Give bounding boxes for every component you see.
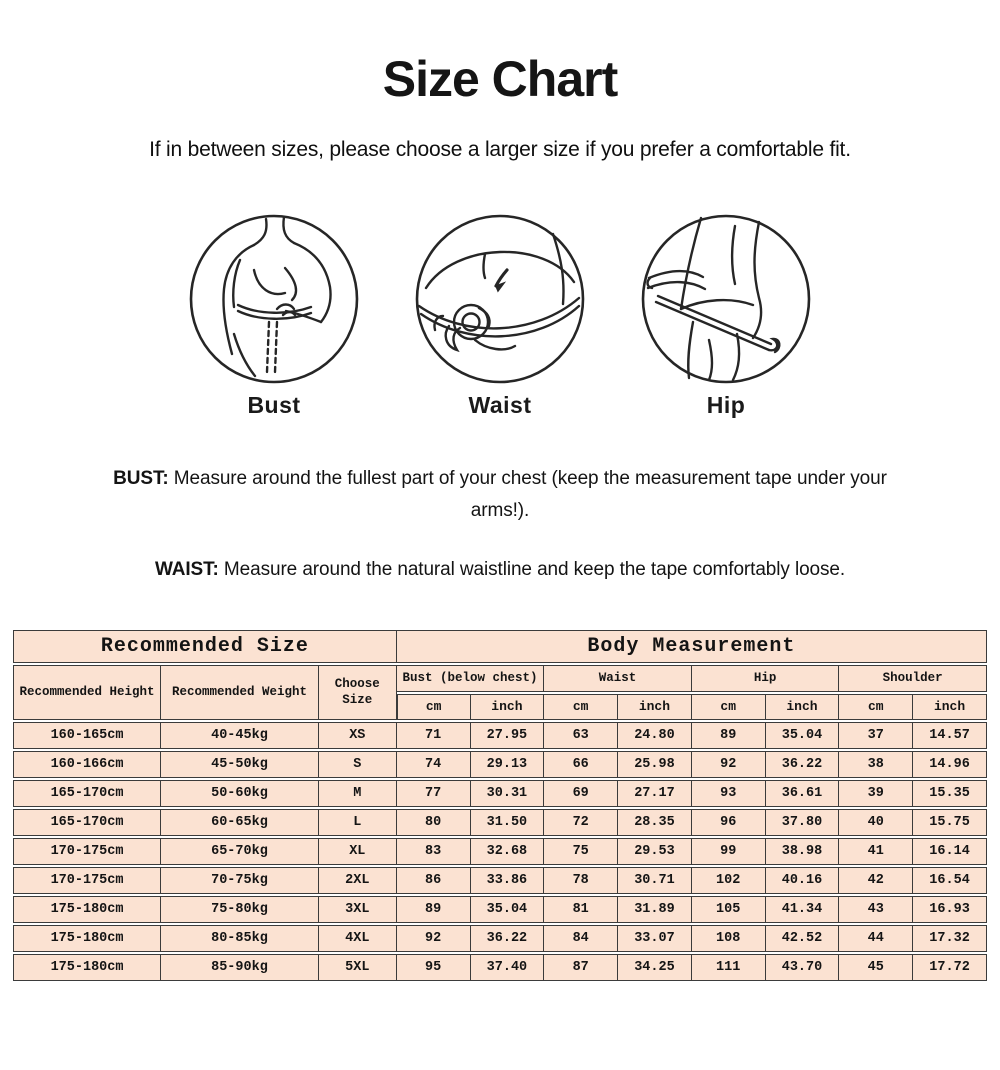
weight-cell: 60-65kg bbox=[161, 809, 319, 836]
bust-inch-cell: 30.31 bbox=[471, 780, 545, 807]
hip-cm-cell: 105 bbox=[692, 896, 766, 923]
bust-inch-cell: 31.50 bbox=[471, 809, 545, 836]
hip-inch-cell: 35.04 bbox=[766, 722, 840, 749]
hip-diagram-label: Hip bbox=[706, 392, 746, 418]
bust-cm-cell: 71 bbox=[397, 722, 471, 749]
size-cell: 3XL bbox=[319, 896, 397, 923]
size-table-body bbox=[13, 722, 987, 981]
height-cell: 175-180cm bbox=[13, 896, 161, 923]
bust-inch-cell: 36.22 bbox=[471, 925, 545, 952]
waist-cm-cell: 63 bbox=[544, 722, 618, 749]
waist-measure-icon bbox=[413, 212, 587, 386]
shoulder-cm-cell: 43 bbox=[839, 896, 913, 923]
size-cell: 4XL bbox=[319, 925, 397, 952]
waist-inch-cell: 34.25 bbox=[618, 954, 692, 981]
unit-header-cm: cm bbox=[397, 694, 471, 720]
waist-cm-cell: 84 bbox=[544, 925, 618, 952]
height-cell: 165-170cm bbox=[13, 809, 161, 836]
height-cell: 160-165cm bbox=[13, 722, 161, 749]
size-cell: 2XL bbox=[319, 867, 397, 894]
height-cell: 170-175cm bbox=[13, 838, 161, 865]
page-title: Size Chart bbox=[382, 51, 618, 107]
hip-inch-cell: 36.61 bbox=[766, 780, 840, 807]
shoulder-cm-cell: 37 bbox=[839, 722, 913, 749]
size-table-container bbox=[13, 628, 987, 983]
bust-instruction-text: Measure around the fullest part of your chest (keep the measurement tape under your arms!). bbox=[173, 468, 887, 522]
size-chart-page bbox=[0, 50, 1000, 1070]
table-row bbox=[13, 838, 987, 865]
height-cell: 165-170cm bbox=[13, 780, 161, 807]
shoulder-cm-cell: 38 bbox=[839, 751, 913, 778]
height-cell: 175-180cm bbox=[13, 925, 161, 952]
col-header-choose-size: Choose Size bbox=[319, 665, 397, 720]
unit-header-cm: cm bbox=[544, 694, 618, 720]
unit-header-inch: inch bbox=[913, 694, 987, 720]
hip-cm-cell: 93 bbox=[692, 780, 766, 807]
hip-cm-cell: 111 bbox=[692, 954, 766, 981]
page-subtitle: If in between sizes, please choose a larger size if you prefer a comfortable fit. bbox=[149, 138, 851, 161]
bust-inch-cell: 27.95 bbox=[471, 722, 545, 749]
shoulder-inch-cell: 17.32 bbox=[913, 925, 987, 952]
weight-cell: 85-90kg bbox=[161, 954, 319, 981]
hip-cm-cell: 108 bbox=[692, 925, 766, 952]
shoulder-cm-cell: 45 bbox=[839, 954, 913, 981]
hip-inch-cell: 38.98 bbox=[766, 838, 840, 865]
waist-cm-cell: 72 bbox=[544, 809, 618, 836]
unit-header-inch: inch bbox=[471, 694, 545, 720]
shoulder-inch-cell: 16.14 bbox=[913, 838, 987, 865]
shoulder-inch-cell: 15.75 bbox=[913, 809, 987, 836]
table-row bbox=[13, 780, 987, 807]
bust-cm-cell: 86 bbox=[397, 867, 471, 894]
table-row bbox=[13, 867, 987, 894]
col-header-bust: Bust (below chest) bbox=[397, 665, 545, 692]
weight-cell: 70-75kg bbox=[161, 867, 319, 894]
bust-cm-cell: 77 bbox=[397, 780, 471, 807]
hip-cm-cell: 96 bbox=[692, 809, 766, 836]
size-cell: M bbox=[319, 780, 397, 807]
waist-diagram bbox=[410, 212, 590, 419]
hip-inch-cell: 40.16 bbox=[766, 867, 840, 894]
bust-cm-cell: 80 bbox=[397, 809, 471, 836]
waist-inch-cell: 27.17 bbox=[618, 780, 692, 807]
bust-cm-cell: 74 bbox=[397, 751, 471, 778]
col-header-hip: Hip bbox=[692, 665, 840, 692]
hip-measure-icon bbox=[639, 212, 813, 386]
waist-cm-cell: 66 bbox=[544, 751, 618, 778]
shoulder-inch-cell: 15.35 bbox=[913, 780, 987, 807]
bust-instruction bbox=[95, 463, 905, 528]
waist-cm-cell: 69 bbox=[544, 780, 618, 807]
shoulder-inch-cell: 17.72 bbox=[913, 954, 987, 981]
bust-cm-cell: 92 bbox=[397, 925, 471, 952]
bust-cm-cell: 95 bbox=[397, 954, 471, 981]
waist-inch-cell: 31.89 bbox=[618, 896, 692, 923]
shoulder-cm-cell: 41 bbox=[839, 838, 913, 865]
hip-inch-cell: 36.22 bbox=[766, 751, 840, 778]
recommended-size-group-header: Recommended Size bbox=[13, 630, 397, 663]
hip-inch-cell: 43.70 bbox=[766, 954, 840, 981]
waist-instruction-label: WAIST: bbox=[154, 558, 219, 580]
bust-inch-cell: 29.13 bbox=[471, 751, 545, 778]
unit-header-cm: cm bbox=[839, 694, 913, 720]
shoulder-cm-cell: 39 bbox=[839, 780, 913, 807]
bust-inch-cell: 32.68 bbox=[471, 838, 545, 865]
height-cell: 175-180cm bbox=[13, 954, 161, 981]
weight-cell: 65-70kg bbox=[161, 838, 319, 865]
hip-cm-cell: 89 bbox=[692, 722, 766, 749]
hip-inch-cell: 37.80 bbox=[766, 809, 840, 836]
shoulder-cm-cell: 42 bbox=[839, 867, 913, 894]
weight-cell: 75-80kg bbox=[161, 896, 319, 923]
weight-cell: 40-45kg bbox=[161, 722, 319, 749]
waist-cm-cell: 75 bbox=[544, 838, 618, 865]
waist-cm-cell: 87 bbox=[544, 954, 618, 981]
bust-cm-cell: 89 bbox=[397, 896, 471, 923]
waist-diagram-label: Waist bbox=[468, 392, 532, 418]
hip-cm-cell: 99 bbox=[692, 838, 766, 865]
waist-inch-cell: 29.53 bbox=[618, 838, 692, 865]
table-row bbox=[13, 896, 987, 923]
size-cell: S bbox=[319, 751, 397, 778]
col-header-waist: Waist bbox=[544, 665, 692, 692]
bust-inch-cell: 33.86 bbox=[471, 867, 545, 894]
waist-cm-cell: 78 bbox=[544, 867, 618, 894]
bust-diagram bbox=[184, 212, 364, 419]
column-header-row bbox=[13, 665, 987, 692]
bust-instruction-label: BUST: bbox=[113, 468, 169, 489]
waist-cm-cell: 81 bbox=[544, 896, 618, 923]
waist-inch-cell: 30.71 bbox=[618, 867, 692, 894]
size-cell: L bbox=[319, 809, 397, 836]
waist-inch-cell: 24.80 bbox=[618, 722, 692, 749]
size-table-header bbox=[13, 630, 987, 720]
shoulder-inch-cell: 14.96 bbox=[913, 751, 987, 778]
height-cell: 160-166cm bbox=[13, 751, 161, 778]
weight-cell: 45-50kg bbox=[161, 751, 319, 778]
unit-header-inch: inch bbox=[766, 694, 840, 720]
size-table bbox=[13, 628, 987, 983]
size-cell: XL bbox=[319, 838, 397, 865]
waist-instruction bbox=[95, 554, 905, 586]
hip-diagram bbox=[636, 212, 816, 419]
weight-cell: 50-60kg bbox=[161, 780, 319, 807]
bust-cm-cell: 83 bbox=[397, 838, 471, 865]
waist-inch-cell: 28.35 bbox=[618, 809, 692, 836]
col-header-shoulder: Shoulder bbox=[839, 665, 987, 692]
hip-cm-cell: 92 bbox=[692, 751, 766, 778]
shoulder-inch-cell: 16.93 bbox=[913, 896, 987, 923]
unit-header-inch: inch bbox=[618, 694, 692, 720]
shoulder-inch-cell: 14.57 bbox=[913, 722, 987, 749]
table-row bbox=[13, 722, 987, 749]
hip-inch-cell: 42.52 bbox=[766, 925, 840, 952]
height-cell: 170-175cm bbox=[13, 867, 161, 894]
table-row bbox=[13, 954, 987, 981]
shoulder-inch-cell: 16.54 bbox=[913, 867, 987, 894]
table-row bbox=[13, 809, 987, 836]
weight-cell: 80-85kg bbox=[161, 925, 319, 952]
bust-diagram-label: Bust bbox=[247, 392, 301, 418]
hip-cm-cell: 102 bbox=[692, 867, 766, 894]
bust-measure-icon bbox=[187, 212, 361, 386]
waist-inch-cell: 33.07 bbox=[618, 925, 692, 952]
col-header-recommended-weight: Recommended Weight bbox=[161, 665, 319, 720]
shoulder-cm-cell: 44 bbox=[839, 925, 913, 952]
waist-instruction-text: Measure around the natural waistline and keep the tape comfortably loose. bbox=[223, 558, 846, 580]
measurement-diagrams bbox=[0, 212, 1000, 419]
col-header-recommended-height: Recommended Height bbox=[13, 665, 161, 720]
shoulder-cm-cell: 40 bbox=[839, 809, 913, 836]
group-header-row bbox=[13, 630, 987, 663]
hip-inch-cell: 41.34 bbox=[766, 896, 840, 923]
bust-inch-cell: 35.04 bbox=[471, 896, 545, 923]
waist-inch-cell: 25.98 bbox=[618, 751, 692, 778]
body-measurement-group-header: Body Measurement bbox=[397, 630, 987, 663]
table-row bbox=[13, 925, 987, 952]
table-row bbox=[13, 751, 987, 778]
unit-header-cm: cm bbox=[692, 694, 766, 720]
size-cell: 5XL bbox=[319, 954, 397, 981]
size-cell: XS bbox=[319, 722, 397, 749]
bust-inch-cell: 37.40 bbox=[471, 954, 545, 981]
